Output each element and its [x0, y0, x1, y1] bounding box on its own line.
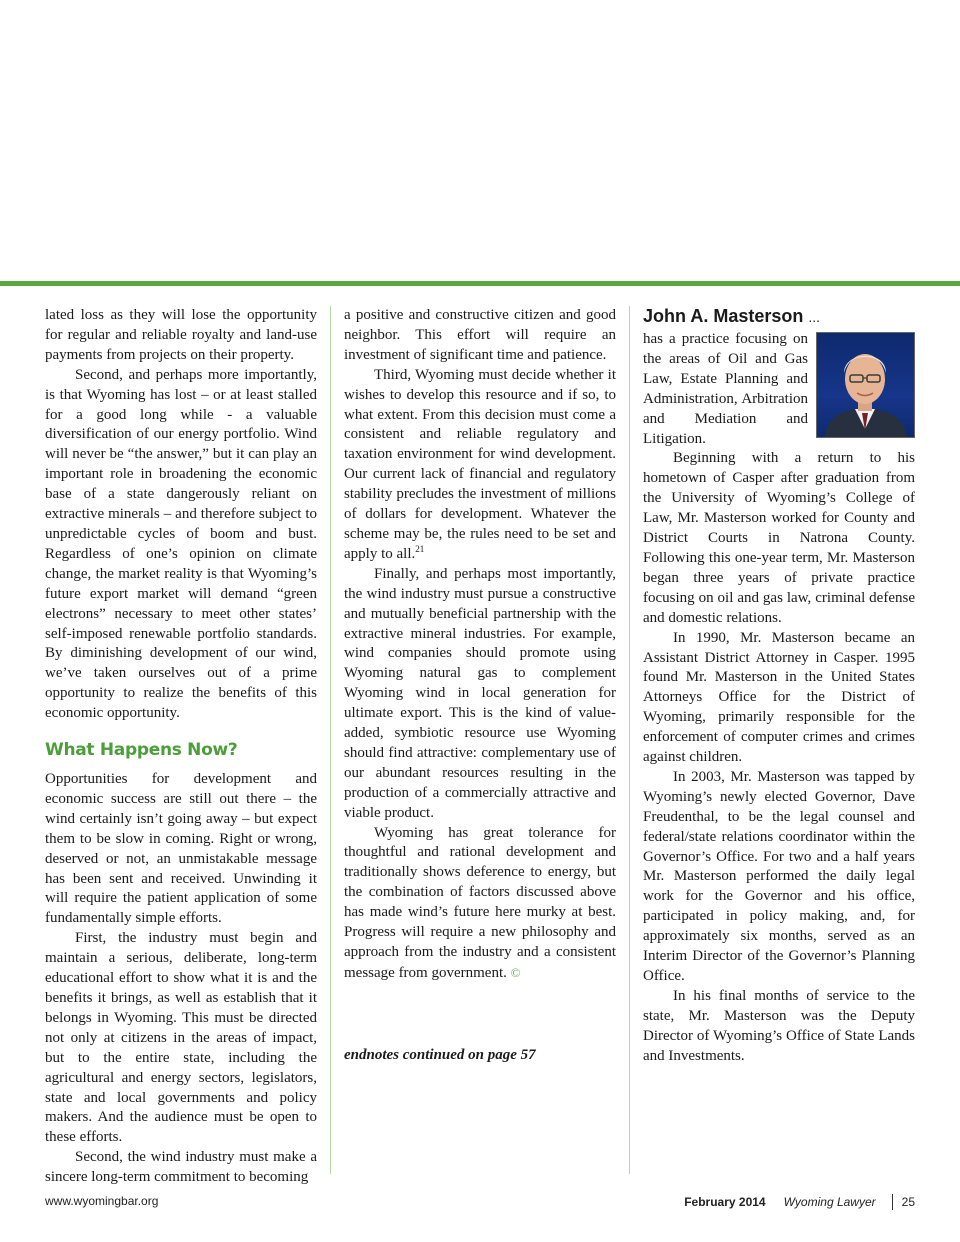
- paragraph: has a practice focusing on the areas of Oil and Gas Law, Estate Planning and Administration, Arbitration and Mediation and Litigation.: [643, 331, 808, 447]
- endnotes-continued: endnotes continued on page 57: [344, 1046, 536, 1063]
- article-column-2: [344, 306, 616, 1066]
- paragraph: Second, the wind industry must make a sincere long-term commitment to becoming: [45, 1149, 317, 1186]
- column-divider: [330, 306, 331, 1174]
- footnote-ref: 21: [415, 543, 425, 554]
- paragraph: In his final months of service to the state, Mr. Masterson was the Deputy Director of Wyoming’s Office of State Lands and Investments.: [643, 987, 915, 1064]
- footer-publication: [684, 1194, 915, 1210]
- paragraph: Opportunities for development and economic success are still out there – the wind certainly isn’t going away – but expect them to be slow in coming. Right or wrong, deserved or not, an unmistakable message has been sent and received. Unwinding it will require the patient application of some fundamentally simple efforts.: [45, 771, 317, 927]
- author-bio: [643, 306, 915, 1067]
- author-name-text: John A. Masterson: [643, 306, 804, 326]
- paragraph: lated loss as they will lose the opportunity for regular and reliable royalty and land-use payments from projects on their property.: [45, 307, 317, 363]
- green-header-rule: [0, 281, 960, 286]
- paragraph: In 1990, Mr. Masterson became an Assistant District Attorney in Casper. 1995 found Mr. Masterson in the United States Attorneys Office for the District of Wyoming, primarily responsible for the enforcement of computer crimes and crimes against children.: [643, 629, 915, 766]
- column-divider: [629, 306, 630, 1174]
- end-mark-icon: ©: [510, 964, 521, 980]
- footer-separator: [892, 1194, 893, 1210]
- author-portrait-icon: [816, 332, 915, 438]
- section-heading: What Happens Now?: [45, 740, 238, 761]
- paragraph: In 2003, Mr. Masterson was tapped by Wyoming’s newly elected Governor, Dave Freudenthal, to be the legal counsel and federal/state relations coordinator within the Governor’s Office. For two and a half years Mr. Masterson performed the daily legal work for the Governor and his office, participated in policy making, and, for approximately six months, served as an Interim Director of the Governor’s Planning Office.: [643, 768, 915, 984]
- paragraph-text: Third, Wyoming must decide whether it wishes to develop this resource and if so, to what extent. From this decision must come a consistent and reliable regulatory and taxation environment for wind development. Our current lack of financial and regulatory stability precludes the investment of millions of dollars for development. Whatever the scheme may be, the rules need to be set and apply to all.: [344, 366, 616, 562]
- footer-magazine: Wyoming Lawyer: [783, 1195, 876, 1209]
- paragraph: First, the industry must begin and maintain a serious, deliberate, long-term educational effort to show what it is and the benefits it brings, as well as establish that it belongs in Wyoming. This must be directed not only at citizens in the areas of impact, but to the entire state, including the agricultural and energy sectors, legislators, state and local governments and policy makers. And the audience must be open to these efforts.: [45, 930, 317, 1146]
- paragraph: [344, 824, 616, 984]
- paragraph: Finally, and perhaps most importantly, the wind industry must pursue a constructive and mutually beneficial partnership with the extractive mineral industries. For example, wind companies should promote using Wyoming natural gas to complement Wyoming wind in local generation for ultimate export. This is the kind of value-added, symbiotic resource use Wyoming should find attractive: complementary use of our abundant resources resulting in the production of a commercially attractive and viable product.: [344, 565, 616, 821]
- author-name-ellipsis: ...: [808, 309, 821, 325]
- portrait-illustration: [817, 333, 914, 437]
- paragraph: [344, 366, 616, 565]
- footer-website: www.wyomingbar.org: [45, 1194, 159, 1208]
- paragraph: Second, and perhaps more importantly, is that Wyoming has lost – or at least stalled for a good long while - a valuable diversification of our energy portfolio. Wind will never be “the answer,” but it can play an important role in broadening the economic base of a state dangerously reliant on extractive minerals – and therefore subject to unpredictable cycles of boom and bust. Regardless of one’s opinion on climate change, the market reality is that Wyoming’s future export market will demand “green electrons” necessary to meet other states’ self-imposed renewable portfolio standards. By diminishing development of our wind, we’ve taken ourselves out of a prime opportunity to realize the benefits of this economic opportunity.: [45, 366, 317, 722]
- footer-date: February 2014: [684, 1195, 766, 1209]
- page-number: 25: [901, 1195, 915, 1209]
- article-column-1: [45, 306, 317, 1188]
- paragraph-text: Wyoming has great tolerance for thoughtful and rational development and traditionally shows deference to energy, but the combination of factors discussed above has made wind’s future here murky at best. Progress will require a new philosophy and approach from the industry and a consistent message from government.: [344, 824, 616, 981]
- paragraph: Beginning with a return to his hometown of Casper after graduation from the University of Wyoming’s College of Law, Mr. Masterson worked for County and District Courts in Natrona County. Following this one-year term, Mr. Masterson began three years of private practice focusing on oil and gas law, criminal defense and domestic relations.: [643, 450, 915, 626]
- paragraph: a positive and constructive citizen and good neighbor. This effort will require an investment of significant time and patience.: [344, 307, 616, 363]
- author-name: [643, 306, 915, 327]
